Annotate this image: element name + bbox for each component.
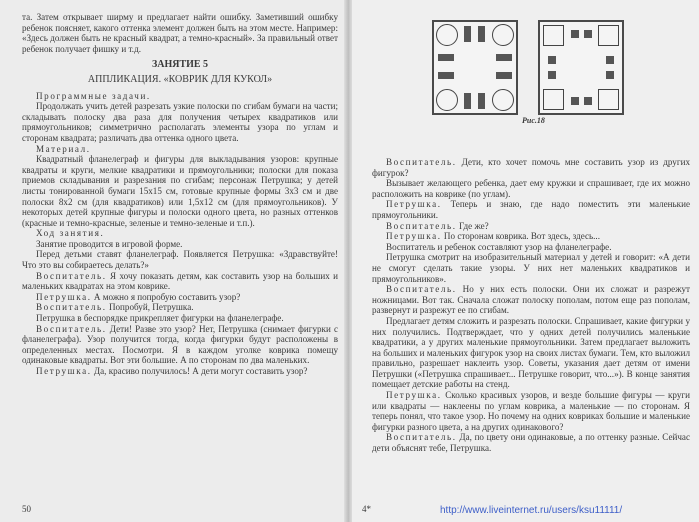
page-number: 4*	[362, 504, 371, 514]
rectangle-shape	[464, 26, 471, 42]
square-shape	[543, 89, 564, 110]
rectangle-shape	[496, 72, 512, 79]
speaker: Воспитатель.	[386, 284, 457, 295]
speaker: Петрушка.	[36, 291, 92, 302]
small-square-shape	[606, 71, 614, 79]
speaker: Воспитатель.	[386, 220, 457, 231]
right-page	[352, 0, 699, 522]
dialogue-line	[22, 324, 338, 366]
small-square-shape	[571, 30, 579, 38]
dialogue-line	[22, 271, 338, 292]
circle-shape	[492, 89, 514, 111]
speech: Попробуй, Петрушка.	[106, 302, 194, 313]
speaker: Петрушка.	[386, 390, 442, 401]
speaker: Воспитатель.	[386, 432, 457, 443]
rectangle-shape	[496, 54, 512, 61]
circle-shape	[436, 24, 458, 46]
rectangle-shape	[478, 26, 485, 42]
speech: Теперь и знаю, где надо поместить эти маленькие прямоугольники.	[372, 199, 690, 220]
paragraph: Предлагает детям сложить и разрезать полоски. Спрашивает, какие фигурки у них получились. Подтверждает, что у одних детей получились маленькие квадратики, а у других маленькие прямоугольники. Затем предлагает выложить на больших и маленьких фигурок узор на своих листах бумаги. Тем, кто выложил правильно, разрешает наклеить узор. Советы, указания дает детям от имени Петрушки («Петрушка спрашивает... Петрушке говорит, что...»). В конце занятия помещает детские работы на стенд.	[372, 315, 690, 390]
rug-pattern-squares-figure	[538, 20, 624, 115]
speech: А можно я попробую составить узор?	[91, 291, 241, 302]
small-square-shape	[548, 56, 556, 64]
speech: Сколько красивых узоров, и везде большие фигуры — круги или квадраты — наклеены по углам коврика, а маленькие — по сторонам. Я теперь понял, что такое узор. Но почему на одних ковриках большие и маленькие фигурки разного цвета, а на других одинакового?	[372, 390, 690, 432]
dialogue-line	[22, 302, 338, 313]
rectangle-shape	[438, 72, 454, 79]
dialogue-line	[22, 366, 338, 377]
speech: Но у них есть полоски. Они их сложат и разрежут ножницами. Вот так. Сначала сложат полоску пополам, потом еще раз пополам, развернут и разрежут ее по сгибам.	[372, 284, 690, 316]
paragraph: Квадратный фланелеграф и фигуры для выкладывания узоров: крупные квадраты и круги, мелкие квадратики и прямоугольники; полоски для показа приемов складывания и разрезания по сгибам; персонаж Петрушка; у детей листы тонированной бумаги 15x15 см, готовые крупные формы 3x3 см и две полоски 8x2 см (для квадратиков) или 1,5x12 см (для прямоугольников). У некоторых детей крупные фигуры и полоски одного цвета, но разных оттенков (красные и темно-красные, зеленые и темно-зеленые и т.п.).	[22, 154, 338, 228]
left-text-column	[22, 12, 338, 377]
speech: По сторонам коврика. Вот здесь, здесь...	[441, 231, 600, 242]
small-square-shape	[571, 97, 579, 105]
section-heading: Ход занятия.	[36, 228, 105, 239]
paragraph: Перед детьми ставят фланелеграф. Появляется Петрушка: «Здравствуйте! Что это вы собираетесь делать?»	[22, 249, 338, 271]
dialogue-line	[372, 157, 690, 178]
speech: Да, красиво получилось! А дети могут составить узор?	[91, 366, 308, 376]
speaker: Воспитатель.	[36, 302, 107, 313]
page-number: 50	[22, 504, 31, 514]
paragraph: Вызывает желающего ребенка, дает ему кружки и спрашивает, где их можно расположить на коврике (по углам).	[372, 178, 690, 199]
square-shape	[598, 25, 619, 46]
lesson-title: ЗАНЯТИЕ 5	[151, 59, 209, 71]
watermark-link[interactable]: http://www.liveinternet.ru/users/ksu11111/	[440, 505, 623, 516]
right-text-column	[372, 157, 690, 454]
small-square-shape	[584, 30, 592, 38]
dialogue-line	[372, 231, 690, 242]
lesson-subtitle: АППЛИКАЦИЯ. «КОВРИК ДЛЯ КУКОЛ»	[87, 73, 273, 85]
speech: Дети! Разве это узор? Нет, Петрушка (снимает фигурки с фланелеграфа). Узор получится тогда, когда фигурки будут расположены в определенных местах. Посмотри. Я в каждом уголке коврика помещу одинаковые квадраты. Вот эти большие. А по сторонам по два маленьких.	[22, 323, 338, 366]
rug-pattern-circles-figure	[432, 20, 518, 115]
paragraph: Продолжать учить детей разрезать узкие полоски по сгибам бумаги на части; складывать полоску два раза для получения четырех квадратиков или прямоугольников; симметрично располагать элементы узора по углам и сторонам квадрата; различать два оттенка одного цвета.	[22, 101, 338, 143]
square-shape	[598, 89, 619, 110]
speaker: Петрушка.	[386, 199, 442, 210]
section-heading: Материал.	[36, 143, 91, 154]
rectangle-shape	[438, 54, 454, 61]
small-square-shape	[606, 56, 614, 64]
circle-shape	[492, 24, 514, 46]
speech: Где же?	[456, 220, 489, 231]
small-square-shape	[548, 71, 556, 79]
speaker: Петрушка.	[386, 231, 442, 242]
paragraph: Петрушка смотрит на изобразительный материал у детей и говорит: «А дети не смогут сделать такие узоры. У них нет маленьких квадратиков и прямоугольников».	[372, 252, 690, 284]
speaker: Воспитатель.	[386, 157, 457, 167]
left-page	[0, 0, 346, 522]
section-heading: Программные задачи.	[36, 90, 151, 101]
square-shape	[543, 25, 564, 46]
speech: Да, по цвету они одинаковые, а по оттенку разные. Сейчас дети объяснят тебе, Петрушка.	[372, 432, 690, 454]
dialogue-line	[372, 221, 690, 232]
speaker: Воспитатель.	[36, 323, 107, 334]
circle-shape	[436, 89, 458, 111]
dialogue-line	[22, 292, 338, 303]
dialogue-line	[372, 432, 690, 453]
small-square-shape	[584, 97, 592, 105]
paragraph: Воспитатель и ребенок составляют узор на фланелеграфе.	[386, 241, 612, 252]
paragraph: Занятие проводится в игровой форме.	[36, 238, 183, 249]
paragraph: та. Затем открывает ширму и предлагает найти ошибку. Заметивший ошибку ребенок поясняет, какого оттенка элемент должен быть на этом месте. Например: «Здесь должен быть не красный квадрат, а темно-красный». За правильный ответ ребенок получает фишку и т.д.	[22, 12, 338, 54]
speech: Я хочу показать детям, как составить узор на больших и маленьких квадратах на этом коврике.	[22, 270, 338, 292]
figure-caption: Рис.18	[522, 116, 545, 125]
paragraph: Петрушка в беспорядке прикрепляет фигурки на фланелеграфе.	[36, 313, 284, 324]
dialogue-line	[372, 284, 690, 316]
dialogue-line	[372, 199, 690, 220]
speech: Дети, кто хочет помочь мне составить узор из других фигурок?	[372, 157, 690, 178]
speaker: Воспитатель.	[36, 270, 107, 281]
rectangle-shape	[478, 93, 485, 109]
speaker: Петрушка.	[36, 366, 92, 376]
rectangle-shape	[464, 93, 471, 109]
dialogue-line	[372, 390, 690, 432]
